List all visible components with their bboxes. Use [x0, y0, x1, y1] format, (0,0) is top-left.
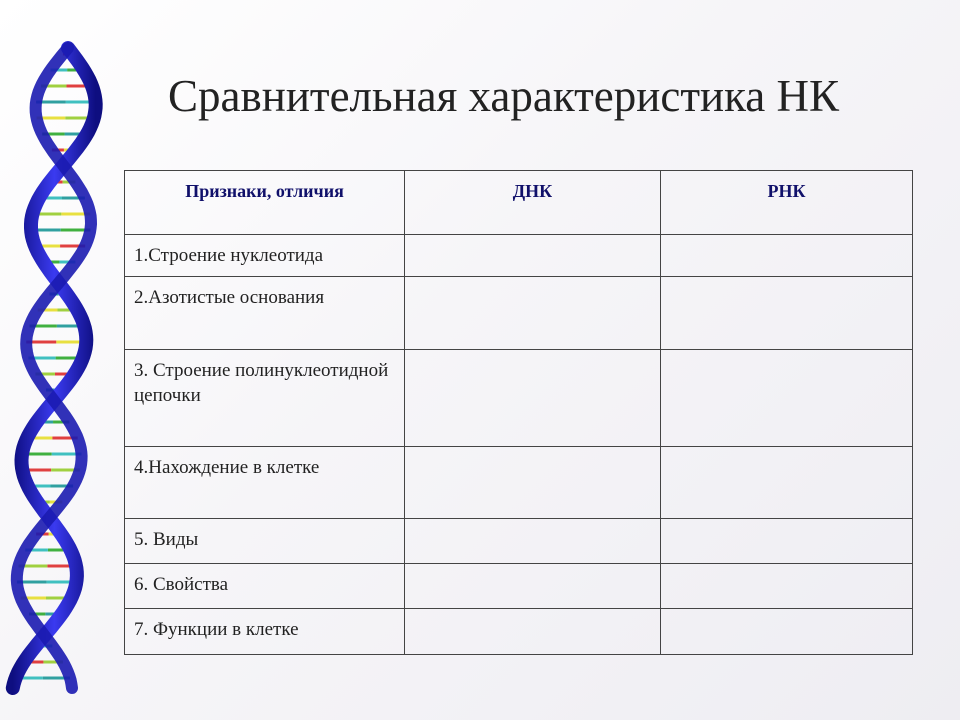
dna-cell [405, 235, 661, 277]
rna-cell [661, 350, 913, 447]
table-row [125, 609, 913, 655]
header-rna: РНК [661, 171, 913, 235]
rna-cell [661, 447, 913, 519]
rna-cell [661, 564, 913, 609]
dna-cell [405, 350, 661, 447]
rna-cell [661, 609, 913, 655]
page-title: Сравнительная характеристика НК [168, 71, 840, 121]
rna-cell [661, 277, 913, 350]
table-row [125, 235, 913, 277]
dna-cell [405, 519, 661, 564]
comparison-table [124, 170, 913, 655]
header-features: Признаки, отличия [125, 171, 405, 235]
dna-cell [405, 277, 661, 350]
table-row [125, 447, 913, 519]
table-row [125, 519, 913, 564]
row-label: 6. Свойства [125, 564, 405, 609]
row-label: 7. Функции в клетке [125, 609, 405, 655]
rna-cell [661, 235, 913, 277]
dna-helix-illustration [0, 0, 130, 720]
header-dna: ДНК [405, 171, 661, 235]
dna-cell [405, 447, 661, 519]
row-label: 5. Виды [125, 519, 405, 564]
dna-cell [405, 564, 661, 609]
row-label: 1.Строение нуклеотида [125, 235, 405, 277]
table-row [125, 277, 913, 350]
row-label: 3. Строение полинуклеотидной цепочки [125, 350, 405, 447]
rna-cell [661, 519, 913, 564]
table-header-row [125, 171, 913, 235]
table-row [125, 350, 913, 447]
row-label: 2.Азотистые основания [125, 277, 405, 350]
row-label: 4.Нахождение в клетке [125, 447, 405, 519]
dna-cell [405, 609, 661, 655]
table-row [125, 564, 913, 609]
